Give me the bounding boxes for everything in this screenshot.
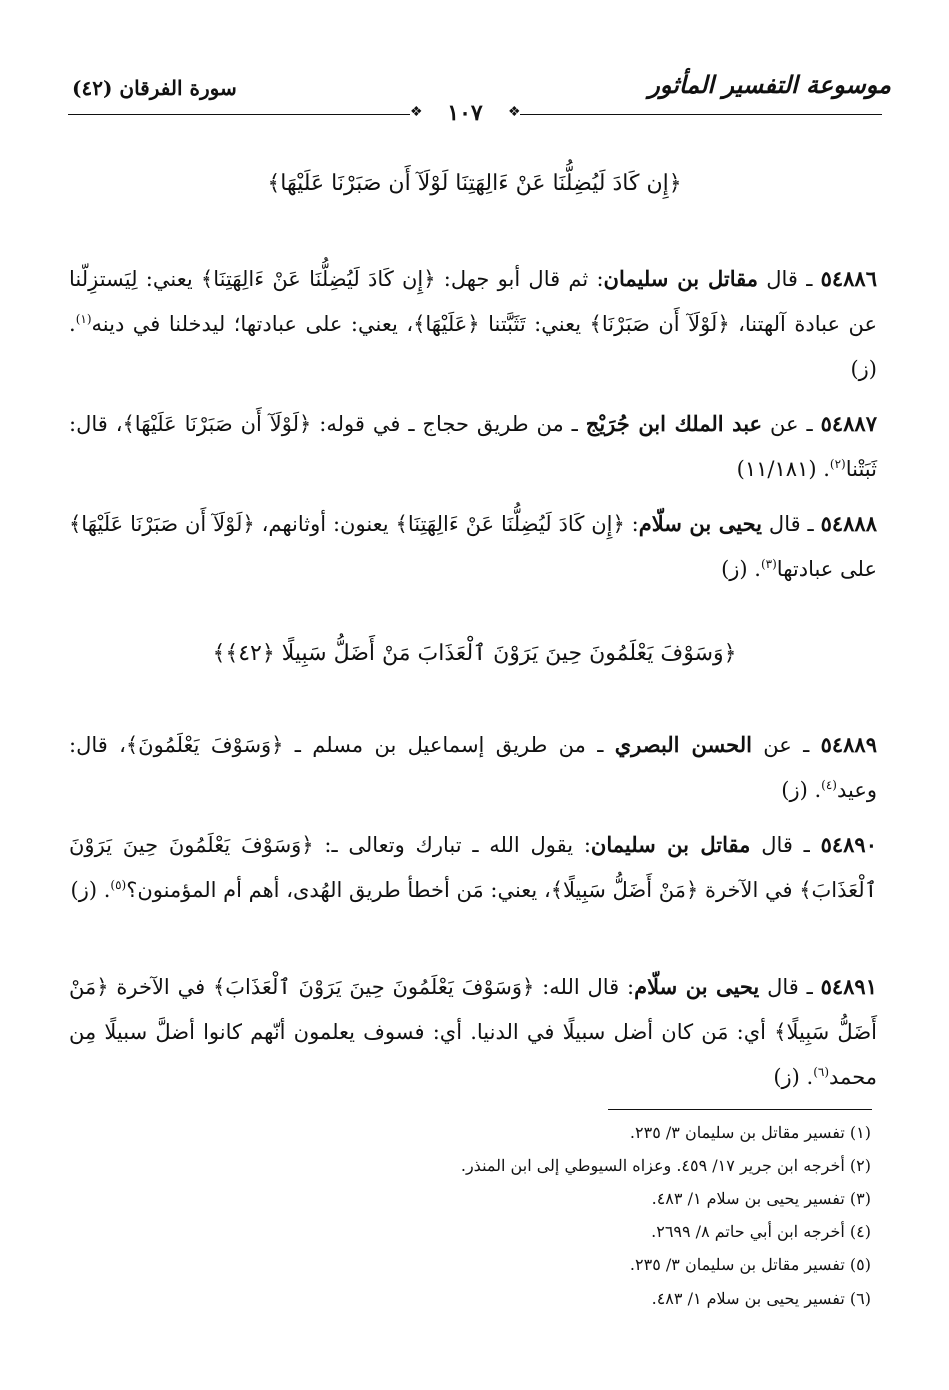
narration-text: ـ من طريق إسماعيل بن مسلم ـ ﴿وَسَوْفَ يَعْلَمُونَ﴾، قال: وعيد <box>69 733 877 802</box>
footnote-ref[interactable]: (٦) <box>813 1065 830 1079</box>
narration-text: : يقول الله ـ تبارك وتعالى ـ: ﴿وَسَوْفَ يَعْلَمُونَ حِينَ يَرَوْنَ ٱلْعَذَابَ﴾ في الآخرة ﴿مَنْ أَضَلُّ سَبِيلًا﴾، يعني: مَن أخطأ طريق الهُدى، أهم أم المؤمنون؟ <box>69 833 877 902</box>
footnote: (٥) تفسير مقاتل بن سليمان ٣/ ٢٣٥. <box>629 1255 871 1274</box>
narrator-name: الحسن البصري <box>614 732 752 757</box>
footnote-ref[interactable]: (٥) <box>110 878 127 892</box>
narrator-name: عبد الملك ابن جُرَيْج <box>585 411 763 436</box>
source-tag: . (ز) <box>781 778 822 802</box>
quran-verse: ﴿وَسَوْفَ يَعْلَمُونَ حِينَ يَرَوْنَ ٱلْعَذَابَ مَنْ أَضَلُّ سَبِيلًا ﴿٤٢﴾﴾ <box>212 641 737 666</box>
book-title: موسوعة التفسير المأثور <box>648 70 891 99</box>
narration-text: : قال الله: ﴿وَسَوْفَ يَعْلَمُونَ حِينَ يَرَوْنَ ٱلْعَذَابَ﴾ في الآخرة ﴿مَنْ أَضَلُّ سَبِيلًا﴾ أي: مَن كان أضل سبيلًا في الدنيا. أي: فسوف يعلمون أنّهم كانوا أضلَّ سبيلًا مِن محمد <box>69 975 877 1089</box>
page-number: ١٠٧ <box>447 100 483 126</box>
narration-paragraph <box>69 256 877 392</box>
ornament-icon: ❖ <box>410 104 423 120</box>
narration-lead: ـ قال <box>762 512 821 536</box>
footnote: (٢) أخرجه ابن جرير ١٧/ ٤٥٩. وعزاه السيوطي إلى ابن المنذر. <box>460 1156 871 1175</box>
narrator-name: مقاتل بن سليمان <box>603 266 758 291</box>
source-tag: . (ز) <box>69 312 877 381</box>
footnote: (٤) أخرجه ابن أبي حاتم ٨/ ٢٦٩٩. <box>651 1222 871 1241</box>
ornament-icon: ❖ <box>508 104 521 120</box>
surah-header: سورة الفرقان (٤٢) <box>72 76 237 100</box>
narration-paragraph <box>69 501 877 592</box>
footnote: (٣) تفسير يحيى بن سلام ١/ ٤٨٣. <box>651 1189 871 1208</box>
footnote-ref[interactable]: (٣) <box>760 557 777 571</box>
narration-lead: ـ قال <box>750 833 821 857</box>
narrator-name: مقاتل بن سليمان <box>590 832 751 857</box>
source-tag: . (ز) <box>70 878 111 902</box>
footnote: (١) تفسير مقاتل بن سليمان ٣/ ٢٣٥. <box>629 1123 871 1142</box>
narration-lead: ـ قال <box>759 975 821 999</box>
narrator-name: يحيى بن سلّام <box>634 974 760 999</box>
narration-text: ـ من طريق حجاج ـ في قوله: ﴿لَوْلَآ أَن صَبَرْنَا عَلَيْهَا﴾، قال: ثَبَتْنا <box>69 412 877 481</box>
narration-lead: ـ قال <box>758 267 821 291</box>
footnote-ref[interactable]: (٢) <box>829 457 846 471</box>
footnote-ref[interactable]: (١) <box>75 312 92 326</box>
narration-number: ٥٤٨٨٦ <box>820 266 877 291</box>
source-tag: . (ز) <box>721 557 761 581</box>
source-tag: . (ز) <box>773 1065 814 1089</box>
narration-lead: ـ عن <box>762 412 821 436</box>
quran-verse: ﴿إِن كَادَ لَيُضِلُّنَا عَنْ ءَالِهَتِنَا لَوْلَآ أَن صَبَرْنَا عَلَيْهَا﴾ <box>267 171 682 196</box>
narration-paragraph <box>69 822 877 913</box>
narration-number: ٥٤٨٨٨ <box>820 511 877 536</box>
narration-lead: ـ عن <box>751 733 821 757</box>
narration-number: ٥٤٨٨٧ <box>820 411 877 436</box>
narration-text: : ﴿إِن كَادَ لَيُضِلُّنَا عَنْ ءَالِهَتِنَا﴾ يعنون: أوثانهم، ﴿لَوْلَآ أَن صَبَرْنَا عَلَيْهَا﴾ على عبادتها <box>69 512 877 581</box>
narration-paragraph <box>69 401 877 492</box>
header-rule-right <box>520 114 882 115</box>
header-rule-left <box>68 114 410 115</box>
narration-number: ٥٤٨٨٩ <box>820 732 877 757</box>
narration-number: ٥٤٨٩٠ <box>820 832 877 857</box>
narration-paragraph <box>69 964 877 1100</box>
narration-number: ٥٤٨٩١ <box>820 974 877 999</box>
footnote-separator <box>608 1109 872 1110</box>
narrator-name: يحيى بن سلّام <box>638 511 763 536</box>
narration-paragraph <box>69 722 877 813</box>
source-tag: . (١١/١٨١) <box>736 457 830 481</box>
narration-text: : ثم قال أبو جهل: ﴿إِن كَادَ لَيُضِلُّنَا عَنْ ءَالِهَتِنَا﴾ يعني: لِيَستزِلّنا عن عبادة آلهتنا، ﴿لَوْلَآ أَن صَبَرْنَا﴾ يعني: تَثَبَّتنا ﴿عَلَيْهَا﴾، يعني: على عبادتها؛ ليدخلنا في دينه <box>69 267 877 336</box>
footnote: (٦) تفسير يحيى بن سلام ١/ ٤٨٣. <box>651 1289 871 1308</box>
footnote-ref[interactable]: (٤) <box>821 778 837 792</box>
